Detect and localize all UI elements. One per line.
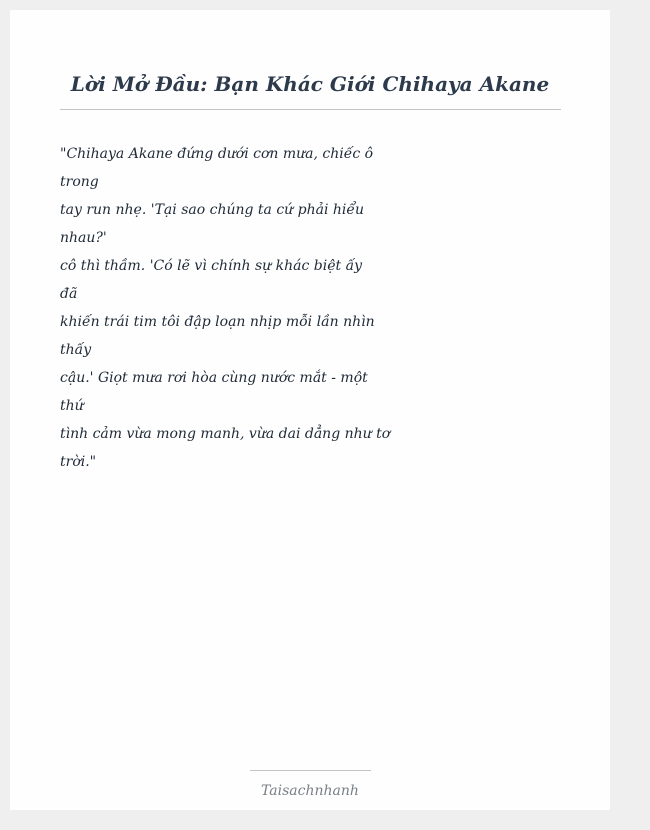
poem-line: đã: [60, 286, 78, 302]
poem-line: tay run nhẹ. 'Tại sao chúng ta cứ phải hiểu: [60, 202, 365, 218]
poem-line: thứ: [60, 398, 84, 414]
poem-line: "Chihaya Akane đứng dưới cơn mưa, chiếc ô: [60, 146, 374, 162]
poem-line: trời.": [60, 454, 97, 470]
poem-line: cậu.' Giọt mưa rơi hòa cùng nước mắt - một: [60, 370, 368, 386]
chapter-title: Lời Mở Đầu: Bạn Khác Giới Chihaya Akane: [70, 72, 550, 96]
poem-line: thấy: [60, 342, 92, 358]
poem-line: nhau?': [60, 230, 107, 246]
poem-line: trong: [60, 174, 99, 190]
footer-watermark: Taisachnhanh: [261, 783, 359, 799]
footer-divider: [250, 770, 371, 771]
poem-block: [60, 140, 391, 476]
poem-line: cô thì thầm. 'Có lẽ vì chính sự khác biệt ấy: [60, 258, 363, 274]
title-divider: [60, 109, 561, 110]
poem-line: tình cảm vừa mong manh, vừa dai dẳng như tơ: [60, 426, 391, 442]
poem-line: khiến trái tim tôi đập loạn nhịp mỗi lần nhìn: [60, 314, 375, 330]
document-page: [10, 10, 610, 810]
